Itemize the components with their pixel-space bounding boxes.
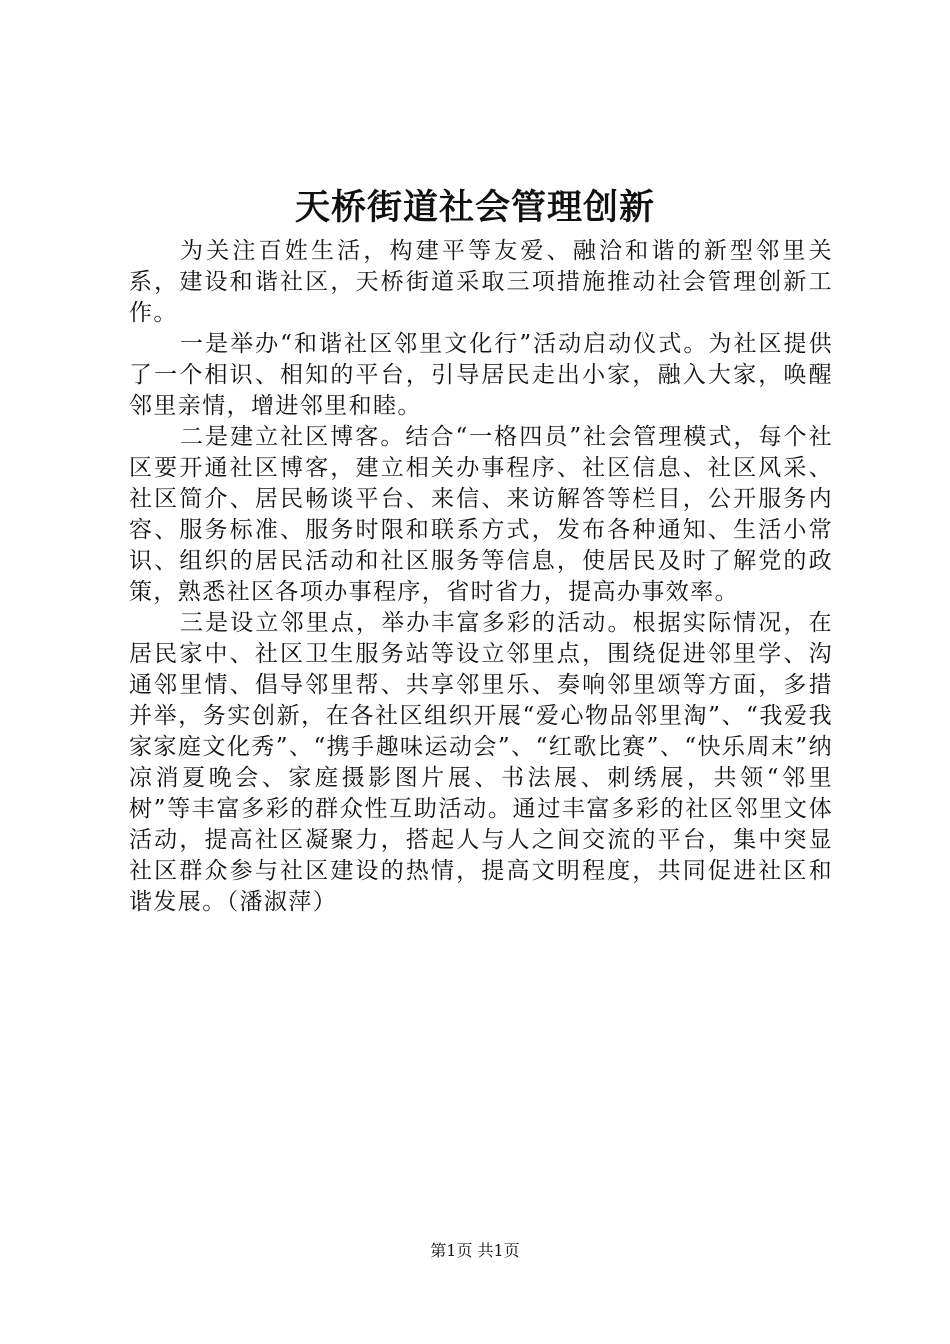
page-footer: 第1页 共1页 xyxy=(430,1241,520,1260)
document-title: 天桥街道社会管理创新 xyxy=(294,187,655,228)
document-body xyxy=(129,236,833,918)
paragraph-measure-three: 三是设立邻里点，举办丰富多彩的活动。根据实际情况，在居民家中、社区卫生服务站等设立邻里点，围绕促进邻里学、沟通邻里情、倡导邻里帮、共享邻里乐、奏响邻里颂等方面，多措并举，务实创新，在各社区组织开展“爱心物品邻里淘”、“我爱我家家庭文化秀”、“携手趣味运动会”、“红歌比赛”、“快乐周末”纳凉消夏晚会、家庭摄影图片展、书法展、刺绣展，共领“邻里树”等丰富多彩的群众性互助活动。通过丰富多彩的社区邻里文体活动，提高社区凝聚力，搭起人与人之间交流的平台，集中突显社区群众参与社区建设的热情，提高文明程度，共同促进社区和谐发展。（潘淑萍） xyxy=(129,610,833,915)
paragraph-intro: 为关注百姓生活，构建平等友爱、融洽和谐的新型邻里关系，建设和谐社区，天桥街道采取三项措施推动社会管理创新工作。 xyxy=(129,238,833,326)
paragraph-measure-one: 一是举办“和谐社区邻里文化行”活动启动仪式。为社区提供了一个相识、相知的平台，引导居民走出小家，融入大家，唤醒邻里亲情，增进邻里和睦。 xyxy=(129,331,833,419)
paragraph-measure-two: 二是建立社区博客。结合“一格四员”社会管理模式，每个社区要开通社区博客，建立相关办事程序、社区信息、社区风采、社区简介、居民畅谈平台、来信、来访解答等栏目，公开服务内容、服务标准、服务时限和联系方式，发布各种通知、生活小常识、组织的居民活动和社区服务等信息，使居民及时了解党的政策，熟悉社区各项办事程序，省时省力，提高办事效率。 xyxy=(129,424,833,605)
